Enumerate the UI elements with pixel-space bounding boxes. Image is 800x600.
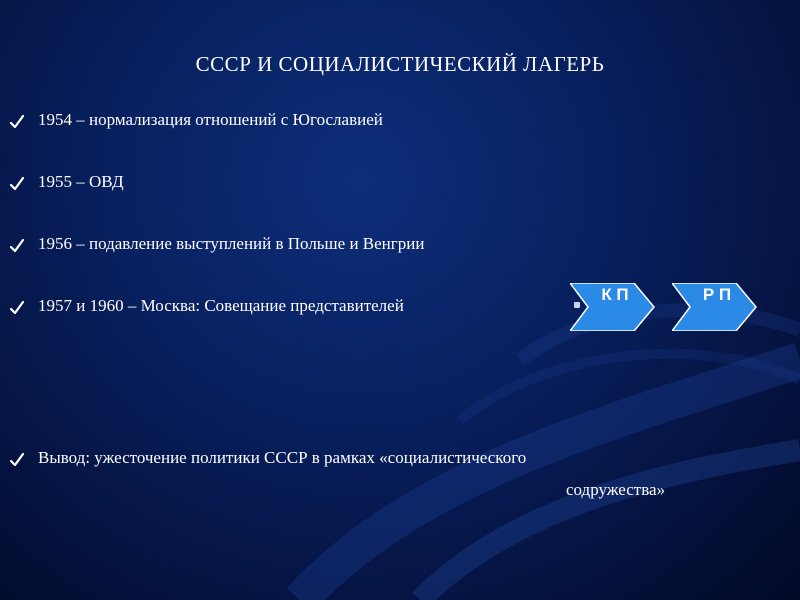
checkmark-icon <box>8 172 26 194</box>
conclusion-item <box>0 448 800 472</box>
bullet-text: 1954 – нормализация отношений с Югославией <box>38 110 383 129</box>
chevron-kp <box>570 283 658 331</box>
bullet-text: 1955 – ОВД <box>38 172 124 191</box>
checkmark-icon <box>8 296 26 318</box>
checkmark-icon <box>8 110 26 132</box>
chevron-label: Р П <box>702 285 732 304</box>
chevron-rp <box>672 283 760 331</box>
chevron-label: К П <box>601 285 629 304</box>
bullet-text: 1956 – подавление выступлений в Польше и Венгрии <box>38 234 425 253</box>
bullet-text: 1957 и 1960 – Москва: Совещание представителей <box>38 296 404 315</box>
checkmark-icon <box>8 234 26 256</box>
bullet-item <box>0 172 800 196</box>
conclusion-continuation: содружества» <box>566 480 666 499</box>
slide-title: СССР И СОЦИАЛИСТИЧЕСКИЙ ЛАГЕРЬ <box>195 52 605 76</box>
bullet-item <box>0 110 800 134</box>
checkmark-icon <box>8 448 26 470</box>
conclusion-text: Вывод: ужесточение политики СССР в рамках «социалистического <box>38 448 527 467</box>
bullet-item <box>0 234 800 258</box>
